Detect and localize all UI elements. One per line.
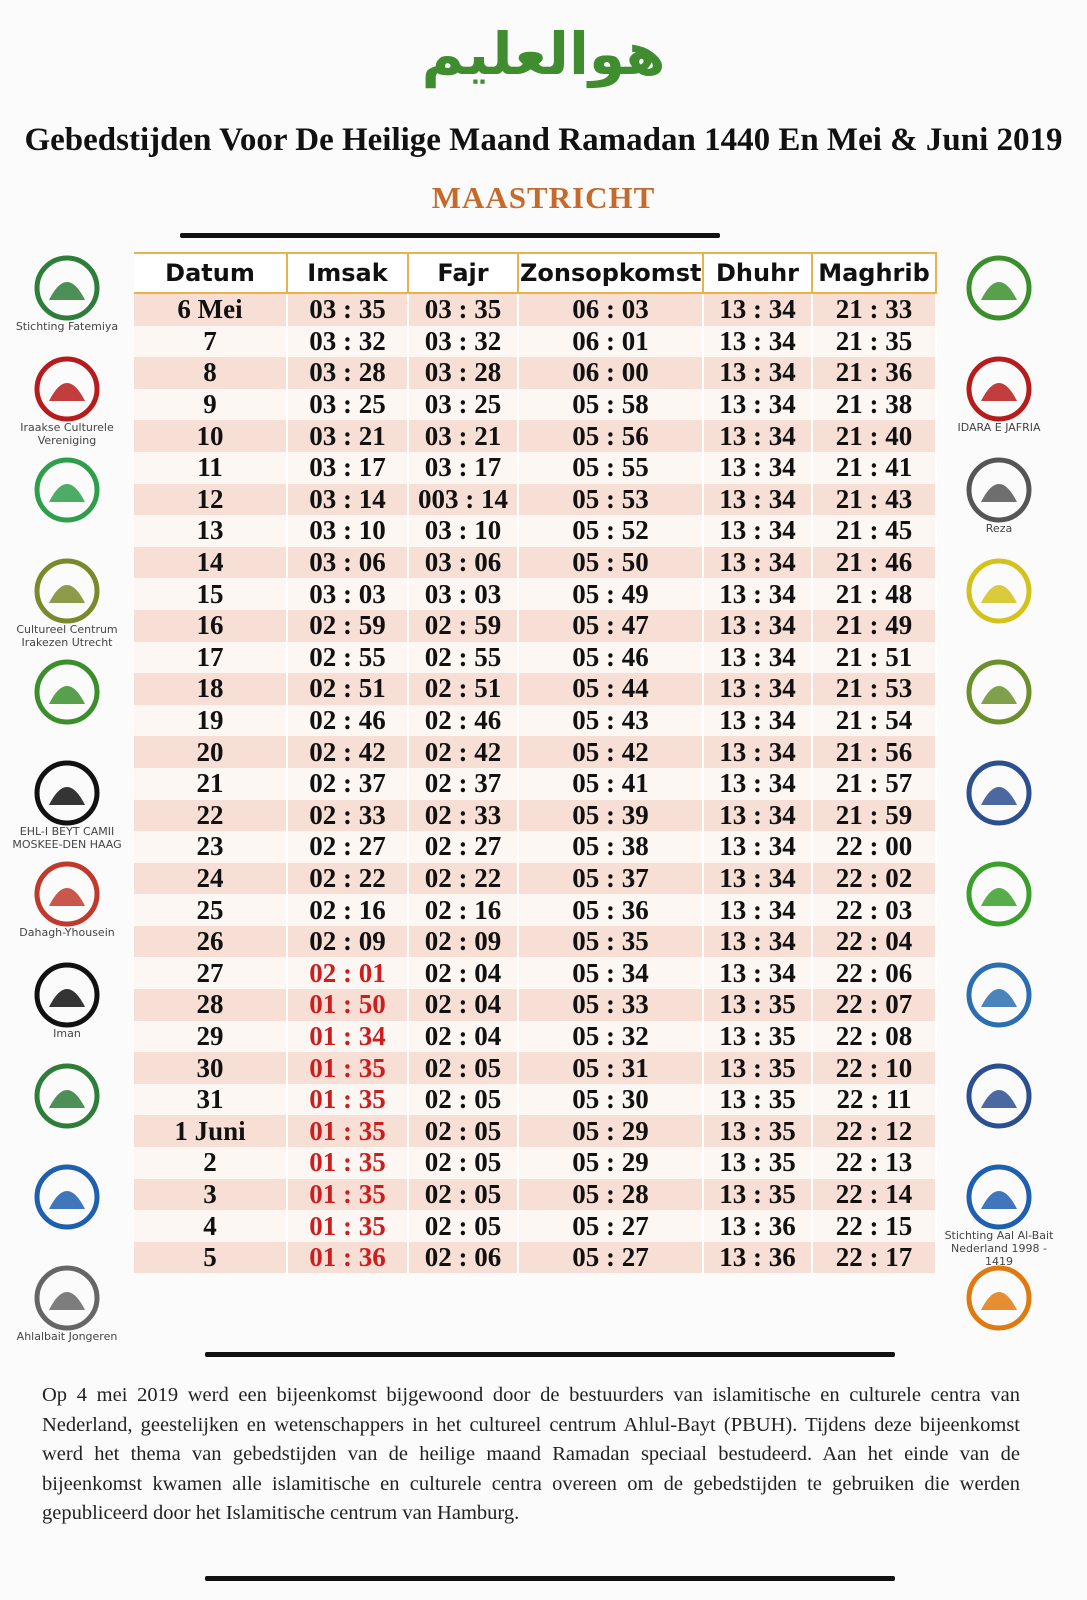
cell-maghrib: 21 : 59 [812,800,936,832]
cell-dhuhr: 13 : 36 [703,1210,812,1242]
cell-dhuhr: 13 : 35 [703,1115,812,1147]
cell-dhuhr: 13 : 34 [703,957,812,989]
org-logo [944,947,1054,1043]
cell-maghrib: 21 : 57 [812,768,936,800]
org-logo [944,240,1054,336]
cell-date: 25 [134,894,287,926]
cell-sunrise: 06 : 03 [518,293,703,326]
cell-date: 7 [134,326,287,358]
cell-maghrib: 22 : 14 [812,1179,936,1211]
cell-fajr: 02 : 05 [408,1115,518,1147]
cell-fajr: 03 : 17 [408,452,518,484]
cell-sunrise: 05 : 50 [518,547,703,579]
org-logo [12,442,122,538]
cell-date: 6 Mei [134,293,287,326]
cell-fajr: 02 : 59 [408,610,518,642]
org-logo [944,846,1054,942]
cell-dhuhr: 13 : 34 [703,610,812,642]
cell-sunrise: 05 : 27 [518,1242,703,1274]
table-row [134,1021,936,1053]
table-row [134,957,936,989]
cell-fajr: 02 : 37 [408,768,518,800]
cell-date: 29 [134,1021,287,1053]
emblem-icon [959,1260,1039,1336]
cell-date: 14 [134,547,287,579]
cell-sunrise: 05 : 28 [518,1179,703,1211]
cell-sunrise: 05 : 32 [518,1021,703,1053]
cell-maghrib: 22 : 03 [812,894,936,926]
cell-date: 22 [134,800,287,832]
cell-date: 19 [134,705,287,737]
cell-imsak: 02 : 55 [287,642,408,674]
cell-dhuhr: 13 : 34 [703,768,812,800]
cell-date: 16 [134,610,287,642]
cell-fajr: 02 : 05 [408,1084,518,1116]
cell-dhuhr: 13 : 34 [703,452,812,484]
cell-date: 13 [134,515,287,547]
cell-sunrise: 05 : 35 [518,926,703,958]
org-logo-label: EHL-I BEYT CAMII MOSKEE-DEN HAAG [12,825,122,851]
cell-maghrib: 22 : 11 [812,1084,936,1116]
cell-sunrise: 05 : 30 [518,1084,703,1116]
cell-imsak: 02 : 33 [287,800,408,832]
cell-fajr: 02 : 04 [408,957,518,989]
cell-dhuhr: 13 : 34 [703,926,812,958]
cell-date: 2 [134,1147,287,1179]
cell-date: 4 [134,1210,287,1242]
cell-maghrib: 21 : 38 [812,389,936,421]
cell-fajr: 02 : 42 [408,736,518,768]
org-logo-label: Ahlalbait Jongeren [16,1330,118,1343]
emblem-icon [27,452,107,528]
cell-maghrib: 21 : 53 [812,673,936,705]
divider-top [180,233,720,238]
emblem-icon [27,755,107,831]
cell-imsak: 01 : 35 [287,1179,408,1211]
cell-maghrib: 21 : 51 [812,642,936,674]
cell-sunrise: 05 : 36 [518,894,703,926]
emblem-icon [959,1058,1039,1134]
cell-date: 20 [134,736,287,768]
table-row [134,610,936,642]
emblem-icon [959,654,1039,730]
emblem-icon [959,250,1039,326]
cell-fajr: 02 : 05 [408,1052,518,1084]
cell-fajr: 02 : 51 [408,673,518,705]
cell-imsak: 01 : 36 [287,1242,408,1274]
cell-sunrise: 05 : 33 [518,989,703,1021]
cell-imsak: 02 : 16 [287,894,408,926]
page-title: Gebedstijden Voor De Heilige Maand Ramadan 1440 En Mei & Juni 2019 [24,122,1063,158]
cell-date: 28 [134,989,287,1021]
table-header-row [134,253,936,293]
cell-imsak: 01 : 35 [287,1084,408,1116]
column-header: Zonsopkomst [518,253,703,293]
cell-dhuhr: 13 : 34 [703,293,812,326]
cell-dhuhr: 13 : 36 [703,1242,812,1274]
org-logo [12,1149,122,1245]
cell-fajr: 02 : 05 [408,1147,518,1179]
cell-maghrib: 22 : 02 [812,863,936,895]
cell-dhuhr: 13 : 35 [703,1147,812,1179]
org-logo-label: Iman [53,1027,81,1040]
cell-maghrib: 21 : 48 [812,578,936,610]
emblem-icon [27,1260,107,1336]
cell-date: 17 [134,642,287,674]
cell-imsak: 02 : 22 [287,863,408,895]
cell-dhuhr: 13 : 34 [703,389,812,421]
cell-maghrib: 21 : 45 [812,515,936,547]
cell-fajr: 03 : 25 [408,389,518,421]
cell-sunrise: 05 : 55 [518,452,703,484]
org-logo [12,543,122,649]
table-row [134,1084,936,1116]
arabic-heading: هوالعليم [421,20,666,88]
cell-imsak: 03 : 06 [287,547,408,579]
cell-sunrise: 05 : 41 [518,768,703,800]
cell-sunrise: 05 : 49 [518,578,703,610]
cell-fajr: 02 : 22 [408,863,518,895]
cell-imsak: 01 : 35 [287,1115,408,1147]
table-row [134,1115,936,1147]
cell-date: 1 Juni [134,1115,287,1147]
table-row [134,1179,936,1211]
emblem-icon [959,351,1039,427]
cell-imsak: 03 : 32 [287,326,408,358]
cell-maghrib: 21 : 36 [812,357,936,389]
cell-date: 24 [134,863,287,895]
cell-sunrise: 05 : 38 [518,831,703,863]
cell-date: 31 [134,1084,287,1116]
cell-fajr: 02 : 27 [408,831,518,863]
cell-imsak: 03 : 28 [287,357,408,389]
cell-maghrib: 22 : 07 [812,989,936,1021]
cell-sunrise: 05 : 31 [518,1052,703,1084]
emblem-icon [959,755,1039,831]
cell-sunrise: 05 : 34 [518,957,703,989]
cell-dhuhr: 13 : 34 [703,800,812,832]
emblem-icon [959,1159,1039,1235]
emblem-icon [27,1159,107,1235]
divider-middle [205,1352,895,1357]
table-row [134,926,936,958]
table-row [134,1242,936,1274]
org-logo-label: Stichting Aal Al-Bait Nederland 1998 - 1419 [944,1229,1054,1268]
cell-date: 10 [134,420,287,452]
table-row [134,389,936,421]
cell-imsak: 02 : 59 [287,610,408,642]
cell-imsak: 02 : 46 [287,705,408,737]
table-row [134,768,936,800]
column-header: Maghrib [812,253,936,293]
cell-dhuhr: 13 : 35 [703,1179,812,1211]
cell-dhuhr: 13 : 35 [703,989,812,1021]
cell-date: 18 [134,673,287,705]
cell-imsak: 03 : 21 [287,420,408,452]
cell-sunrise: 05 : 56 [518,420,703,452]
org-logo [12,947,122,1043]
cell-sunrise: 05 : 53 [518,484,703,516]
emblem-icon [27,957,107,1033]
cell-sunrise: 05 : 43 [518,705,703,737]
table-row [134,642,936,674]
cell-maghrib: 22 : 04 [812,926,936,958]
org-logo [12,240,122,336]
org-logo [944,745,1054,841]
cell-maghrib: 21 : 56 [812,736,936,768]
table-row [134,484,936,516]
cell-dhuhr: 13 : 35 [703,1084,812,1116]
cell-maghrib: 22 : 12 [812,1115,936,1147]
cell-date: 23 [134,831,287,863]
cell-sunrise: 05 : 39 [518,800,703,832]
org-logo-label: IDARA E JAFRIA [957,421,1041,434]
prayer-times-table [134,252,937,1273]
table-row [134,326,936,358]
cell-imsak: 01 : 34 [287,1021,408,1053]
cell-fajr: 03 : 06 [408,547,518,579]
table-row [134,894,936,926]
table-row [134,578,936,610]
cell-dhuhr: 13 : 35 [703,1021,812,1053]
cell-dhuhr: 13 : 34 [703,894,812,926]
emblem-icon [959,957,1039,1033]
org-logo-label: Reza [985,522,1013,535]
cell-sunrise: 05 : 58 [518,389,703,421]
cell-dhuhr: 13 : 34 [703,863,812,895]
cell-sunrise: 05 : 37 [518,863,703,895]
cell-maghrib: 21 : 35 [812,326,936,358]
cell-fajr: 02 : 06 [408,1242,518,1274]
org-logo [12,644,122,740]
cell-fajr: 03 : 35 [408,293,518,326]
cell-fajr: 02 : 05 [408,1179,518,1211]
cell-imsak: 01 : 35 [287,1052,408,1084]
cell-date: 5 [134,1242,287,1274]
cell-fajr: 02 : 04 [408,989,518,1021]
table-row [134,1210,936,1242]
cell-maghrib: 22 : 10 [812,1052,936,1084]
cell-maghrib: 21 : 43 [812,484,936,516]
cell-maghrib: 22 : 17 [812,1242,936,1274]
column-header: Fajr [408,253,518,293]
table-row [134,1147,936,1179]
cell-imsak: 02 : 27 [287,831,408,863]
cell-fajr: 02 : 33 [408,800,518,832]
emblem-icon [959,553,1039,629]
column-header: Datum [134,253,287,293]
org-logo-label: Cultureel Centrum Irakezen Utrecht [16,623,118,649]
cell-imsak: 02 : 37 [287,768,408,800]
cell-maghrib: 21 : 49 [812,610,936,642]
table-row [134,357,936,389]
cell-imsak: 02 : 09 [287,926,408,958]
cell-maghrib: 21 : 40 [812,420,936,452]
cell-dhuhr: 13 : 34 [703,326,812,358]
cell-imsak: 02 : 01 [287,957,408,989]
cell-imsak: 03 : 10 [287,515,408,547]
cell-date: 8 [134,357,287,389]
cell-date: 30 [134,1052,287,1084]
table-row [134,420,936,452]
table-row [134,705,936,737]
cell-sunrise: 05 : 47 [518,610,703,642]
org-logo [12,341,122,447]
org-logo [944,341,1054,437]
cell-dhuhr: 13 : 34 [703,736,812,768]
org-logo [12,1048,122,1144]
cell-maghrib: 22 : 08 [812,1021,936,1053]
emblem-icon [27,553,107,629]
cell-imsak: 03 : 03 [287,578,408,610]
cell-date: 27 [134,957,287,989]
cell-sunrise: 05 : 29 [518,1147,703,1179]
cell-sunrise: 05 : 52 [518,515,703,547]
org-logo [944,442,1054,538]
cell-fajr: 003 : 14 [408,484,518,516]
org-logo [944,1149,1054,1268]
cell-fajr: 02 : 46 [408,705,518,737]
emblem-icon [27,654,107,730]
org-logo [944,644,1054,740]
cell-date: 21 [134,768,287,800]
cell-sunrise: 05 : 44 [518,673,703,705]
org-logo [12,846,122,942]
org-logo [944,1048,1054,1144]
column-header: Imsak [287,253,408,293]
cell-maghrib: 22 : 15 [812,1210,936,1242]
cell-fajr: 03 : 28 [408,357,518,389]
org-logo-label: Iraakse Culturele Vereniging [20,421,114,447]
column-header: Dhuhr [703,253,812,293]
table-row [134,452,936,484]
cell-dhuhr: 13 : 34 [703,357,812,389]
org-logo [944,543,1054,639]
emblem-icon [27,1058,107,1134]
cell-sunrise: 05 : 29 [518,1115,703,1147]
cell-sunrise: 05 : 27 [518,1210,703,1242]
cell-date: 26 [134,926,287,958]
cell-date: 12 [134,484,287,516]
cell-imsak: 01 : 35 [287,1210,408,1242]
cell-dhuhr: 13 : 34 [703,705,812,737]
cell-maghrib: 22 : 13 [812,1147,936,1179]
cell-dhuhr: 13 : 34 [703,484,812,516]
cell-dhuhr: 13 : 34 [703,642,812,674]
cell-fajr: 02 : 16 [408,894,518,926]
table-row [134,989,936,1021]
cell-imsak: 02 : 51 [287,673,408,705]
cell-maghrib: 21 : 54 [812,705,936,737]
cell-fajr: 03 : 10 [408,515,518,547]
org-logo [12,745,122,851]
emblem-icon [27,351,107,427]
table-row [134,673,936,705]
table-row [134,831,936,863]
cell-dhuhr: 13 : 35 [703,1052,812,1084]
cell-imsak: 03 : 14 [287,484,408,516]
org-logo-label: Dahagh-Yhousein [19,926,115,939]
table-row [134,800,936,832]
cell-dhuhr: 13 : 34 [703,547,812,579]
table-row [134,293,936,326]
cell-date: 9 [134,389,287,421]
cell-fajr: 02 : 04 [408,1021,518,1053]
divider-bottom [205,1576,895,1581]
cell-imsak: 02 : 42 [287,736,408,768]
cell-fajr: 02 : 05 [408,1210,518,1242]
cell-sunrise: 05 : 42 [518,736,703,768]
cell-maghrib: 21 : 46 [812,547,936,579]
cell-date: 3 [134,1179,287,1211]
org-logo [12,1250,122,1346]
org-logo [944,1250,1054,1346]
cell-fajr: 03 : 32 [408,326,518,358]
cell-date: 15 [134,578,287,610]
table-row [134,736,936,768]
footer-paragraph: Op 4 mei 2019 werd een bijeenkomst bijgewoond door de bestuurders van islamitische en culturele centra van Nederland, geestelijken en wetenschappers in het cultureel centrum Ahlul-Bayt (PBUH). Tijdens deze bijeenkomst werd het thema van gebedstijden van de heilige maand Ramadan speciaal bestudeerd. Aan het einde van de bijeenkomst kwamen alle islamitische en culturele centra overeen om de gebedstijden te gebruiken die werden gepubliceerd door het Islamitische centrum van Hamburg. [42,1384,1020,1524]
cell-sunrise: 05 : 46 [518,642,703,674]
table-row [134,515,936,547]
cell-maghrib: 21 : 41 [812,452,936,484]
cell-imsak: 01 : 35 [287,1147,408,1179]
cell-fajr: 02 : 09 [408,926,518,958]
table-row [134,1052,936,1084]
cell-dhuhr: 13 : 34 [703,578,812,610]
cell-fajr: 03 : 03 [408,578,518,610]
cell-imsak: 01 : 50 [287,989,408,1021]
emblem-icon [27,856,107,932]
cell-maghrib: 22 : 00 [812,831,936,863]
emblem-icon [959,856,1039,932]
cell-dhuhr: 13 : 34 [703,515,812,547]
cell-imsak: 03 : 35 [287,293,408,326]
cell-maghrib: 22 : 06 [812,957,936,989]
cell-dhuhr: 13 : 34 [703,420,812,452]
cell-fajr: 02 : 55 [408,642,518,674]
cell-maghrib: 21 : 33 [812,293,936,326]
city-name: MAASTRICHT [431,180,656,215]
table-row [134,863,936,895]
table-row [134,547,936,579]
cell-dhuhr: 13 : 34 [703,673,812,705]
cell-imsak: 03 : 17 [287,452,408,484]
org-logo-label: Stichting Fatemiya [15,320,119,333]
cell-imsak: 03 : 25 [287,389,408,421]
cell-fajr: 03 : 21 [408,420,518,452]
cell-sunrise: 06 : 00 [518,357,703,389]
emblem-icon [959,452,1039,528]
emblem-icon [27,250,107,326]
cell-sunrise: 06 : 01 [518,326,703,358]
cell-dhuhr: 13 : 34 [703,831,812,863]
cell-date: 11 [134,452,287,484]
